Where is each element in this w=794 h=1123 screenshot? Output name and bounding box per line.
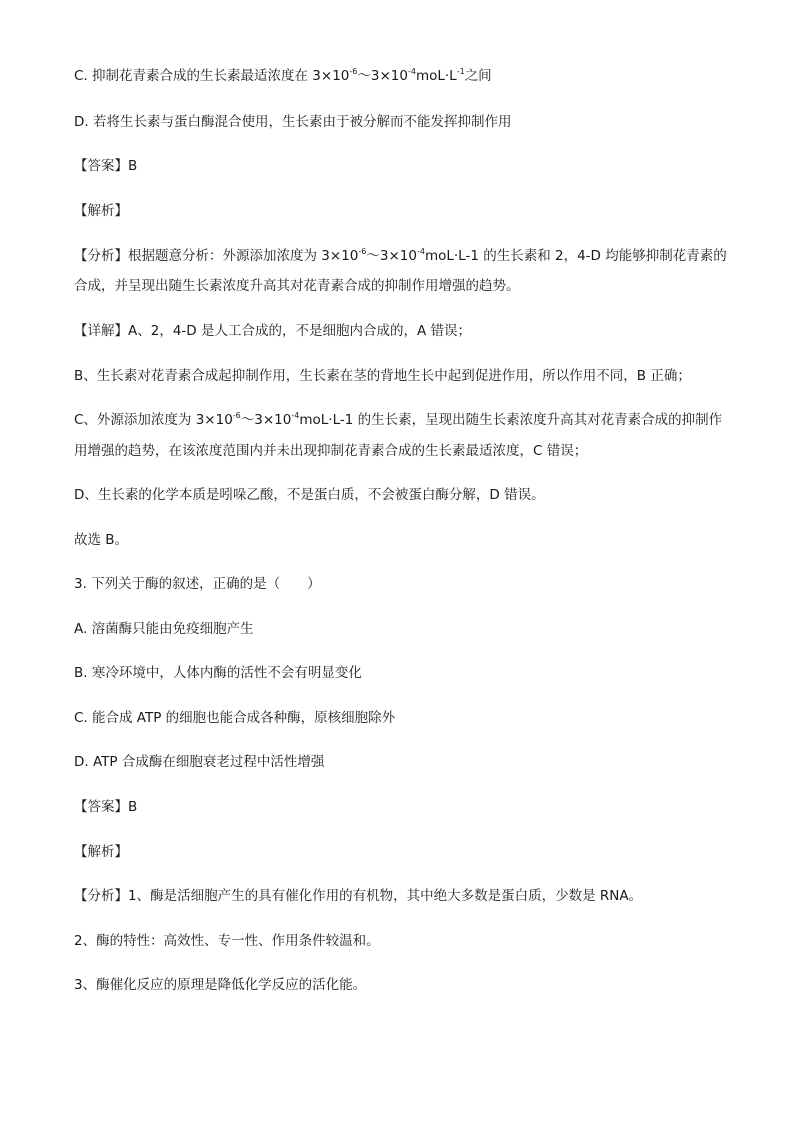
q2-fenxi-line2: 合成，并呈现出随生长素浓度升高其对花青素合成的抑制作用增强的趋势。 <box>74 278 520 294</box>
text-segment: moL·L <box>415 68 457 84</box>
q3-fenxi-2: 2、酶的特性：高效性、专一性、作用条件较温和。 <box>74 933 380 949</box>
q2-detail-d: D、生长素的化学本质是吲哚乙酸，不是蛋白质，不会被蛋白酶分解，D 错误。 <box>74 487 545 503</box>
q3-option-d: D. ATP 合成酶在细胞衰老过程中活性增强 <box>74 754 325 770</box>
text-segment: ～3×10 <box>366 248 417 264</box>
superscript: -6 <box>358 247 367 256</box>
q2-detail-a: 【详解】A、2，4-D 是人工合成的，不是细胞内合成的，A 错误； <box>74 323 471 339</box>
superscript: -4 <box>407 67 416 76</box>
q2-answer: 【答案】B <box>74 158 138 174</box>
q3-fenxi-3: 3、酶催化反应的原理是降低化学反应的活化能。 <box>74 977 367 993</box>
q2-detail-c-line2: 用增强的趋势，在该浓度范围内并未出现抑制花青素合成的生长素最适浓度，C 错误； <box>74 443 588 459</box>
q3-analysis-heading: 【解析】 <box>74 844 128 860</box>
q2-analysis-heading: 【解析】 <box>74 203 128 219</box>
q2-fenxi-line1 <box>74 246 727 266</box>
superscript: -4 <box>291 411 300 420</box>
q3-option-a: A. 溶菌酶只能由免疫细胞产生 <box>74 621 254 637</box>
text-segment: C. 抑制花青素合成的生长素最适浓度在 3×10 <box>74 68 350 84</box>
text-segment: ～3×10 <box>240 412 292 428</box>
q3-stem: 3. 下列关于酶的叙述，正确的是（ ） <box>74 576 321 592</box>
q3-option-c: C. 能合成 ATP 的细胞也能合成各种酶，原核细胞除外 <box>74 710 396 726</box>
q2-conclusion: 故选 B。 <box>74 532 129 548</box>
text-segment: ～3×10 <box>357 68 408 84</box>
q2-detail-b: B、生长素对花青素合成起抑制作用，生长素在茎的背地生长中起到促进作用，所以作用不同，B 正确； <box>74 368 691 384</box>
q2-option-d: D. 若将生长素与蛋白酶混合使用，生长素由于被分解而不能发挥抑制作用 <box>74 114 512 130</box>
superscript: -4 <box>416 247 425 256</box>
text-segment: moL·L-1 的生长素，呈现出随生长素浓度升高其对花青素合成的抑制作 <box>299 412 723 428</box>
text-segment: moL·L-1 的生长素和 2，4-D 均能够抑制花青素的 <box>424 248 727 264</box>
superscript: -1 <box>456 67 465 76</box>
text-segment: 之间 <box>464 68 492 84</box>
text-segment: C、外源添加浓度为 3×10 <box>74 412 233 428</box>
superscript: -6 <box>232 411 241 420</box>
q2-detail-c-line1 <box>74 410 722 430</box>
text-segment: 【分析】根据题意分析：外源添加浓度为 3×10 <box>74 248 359 264</box>
q2-option-c <box>74 66 492 86</box>
q3-fenxi-1: 【分析】1、酶是活细胞产生的具有催化作用的有机物，其中绝大多数是蛋白质，少数是 RNA。 <box>74 888 643 904</box>
q3-option-b: B. 寒冷环境中，人体内酶的活性不会有明显变化 <box>74 665 362 681</box>
superscript: -6 <box>349 67 358 76</box>
q3-answer: 【答案】B <box>74 799 138 815</box>
